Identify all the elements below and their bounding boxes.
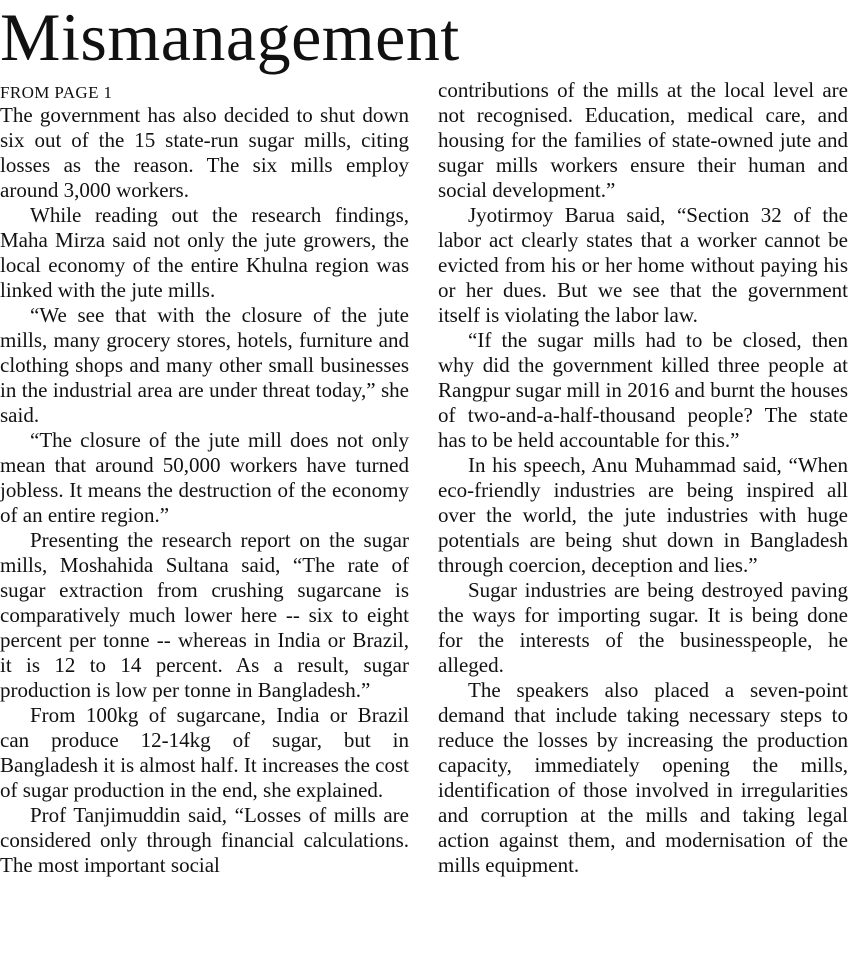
- paragraph: The government has also decided to shut down six out of the 15 state-run sugar mills, citing losses as the reason. The six mills employ around 3,000 workers.: [0, 103, 409, 202]
- paragraph: The speakers also placed a seven-point demand that include taking necessary steps to reduce the losses by increasing the production capacity, immediately opening the mills, identification of those involved in irregularities and corruption at the mills and taking legal action against them, and modernisation of the mills equipment.: [438, 678, 848, 877]
- headline: Mismanagement: [0, 0, 460, 75]
- paragraph: “If the sugar mills had to be closed, then why did the government killed three people at Rangpur sugar mill in 2016 and burnt the houses of two-and-a-half-thousand people? The state has to be held accountable for this.”: [438, 328, 848, 452]
- paragraph: From 100kg of sugarcane, India or Brazil can produce 12-14kg of sugar, but in Bangladesh it is almost half. It increases the cost of sugar production in the end, she explained.: [0, 703, 409, 802]
- paragraph: In his speech, Anu Muhammad said, “When eco-friendly industries are being inspired all over the world, the jute industries with huge potentials are being shut down in Bangladesh through coercion, deception and lies.”: [438, 453, 848, 577]
- paragraph: Prof Tanjimuddin said, “Losses of mills are considered only through financial calculations. The most important social: [0, 803, 409, 877]
- paragraph: “We see that with the closure of the jute mills, many grocery stores, hotels, furniture and clothing shops and many other small businesses in the industrial area are under threat today,” she said.: [0, 303, 409, 427]
- article-column-left: [0, 103, 409, 878]
- paragraph: Jyotirmoy Barua said, “Section 32 of the labor act clearly states that a worker cannot be evicted from his or her home without paying his or her dues. But we see that the government itself is violating the labor law.: [438, 203, 848, 327]
- paragraph: Presenting the research report on the sugar mills, Moshahida Sultana said, “The rate of sugar extraction from crushing sugarcane is comparatively much lower here -- six to eight percent per tonne -- whereas in India or Brazil, it is 12 to 14 percent. As a result, sugar production is low per tonne in Bangladesh.”: [0, 528, 409, 702]
- paragraph: While reading out the research findings, Maha Mirza said not only the jute growers, the local economy of the entire Khulna region was linked with the jute mills.: [0, 203, 409, 302]
- continued-from-label: FROM PAGE 1: [0, 83, 113, 102]
- article-column-right: [438, 78, 848, 878]
- paragraph: Sugar industries are being destroyed paving the ways for importing sugar. It is being done for the interests of the businesspeople, he alleged.: [438, 578, 848, 677]
- paragraph: contributions of the mills at the local level are not recognised. Education, medical care, and housing for the families of state-owned jute and sugar mills workers ensure their human and social development.”: [438, 78, 848, 202]
- paragraph: “The closure of the jute mill does not only mean that around 50,000 workers have turned jobless. It means the destruction of the economy of an entire region.”: [0, 428, 409, 527]
